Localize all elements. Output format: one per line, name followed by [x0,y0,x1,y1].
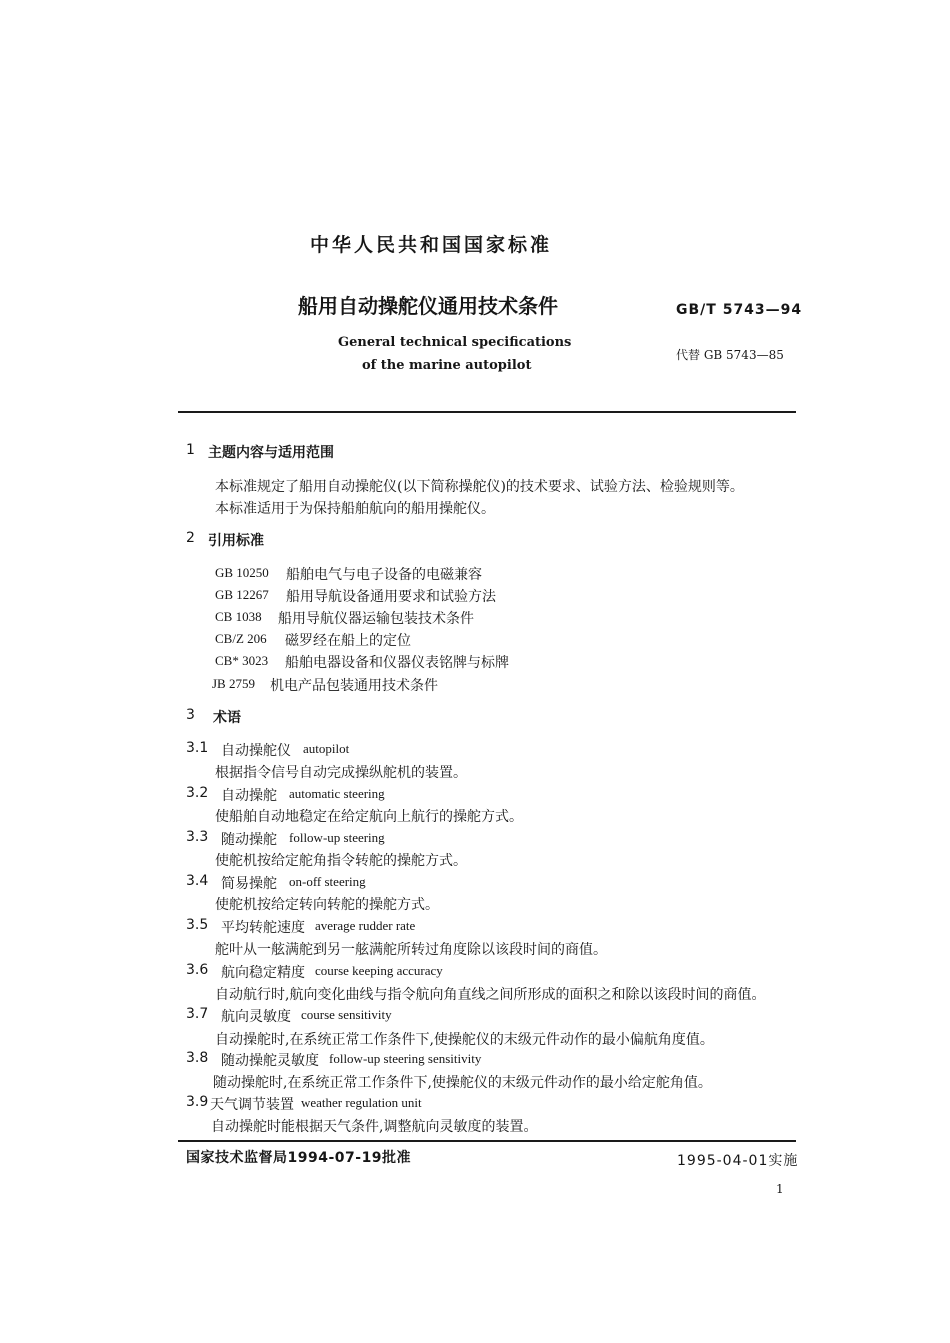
term-name-zh: 航向稳定精度 [221,965,305,981]
reference-code: JB 2759 [212,676,255,691]
term-name-en: course keeping accuracy [315,963,443,978]
term-name-en: course sensitivity [301,1007,392,1022]
national-standard-heading: 中华人民共和国国家标准 [310,234,553,256]
term-name-zh: 自动操舵仪 [221,743,291,759]
term-number: 3.6 [186,962,209,978]
term-name-zh: 自动操舵 [221,788,277,804]
reference-title: 机电产品包装通用技术条件 [270,678,438,694]
term-name-en: follow-up steering sensitivity [329,1051,482,1066]
term-name-en: on-off steering [289,874,366,889]
term-name-zh: 天气调节装置 [210,1097,294,1113]
term-definition: 自动航行时,航向变化曲线与指令航向角直线之间所形成的面积之和除以该段时间的商值。 [215,987,766,1003]
replaces-standard: 代替 GB 5743—85 [676,348,784,362]
term-name-zh: 随动操舵灵敏度 [221,1053,319,1069]
term-name-zh: 随动操舵 [221,832,277,848]
term-number: 3.7 [186,1006,209,1022]
term-number: 3.3 [186,829,209,845]
reference-title: 磁罗经在船上的定位 [285,633,411,649]
term-definition: 随动操舵时,在系统正常工作条件下,使操舵仪的末级元件动作的最小给定舵角值。 [213,1075,712,1091]
term-definition: 舵叶从一舷满舵到另一舷满舵所转过角度除以该段时间的商值。 [215,942,607,958]
section2-number: 2 [186,530,195,546]
term-number: 3.5 [186,917,209,933]
reference-title: 船舶电气与电子设备的电磁兼容 [286,567,482,583]
term-name-zh: 平均转舵速度 [221,920,305,936]
term-name-en: autopilot [303,741,350,756]
term-number: 3.8 [186,1050,209,1066]
term-name-en: weather regulation unit [301,1095,422,1110]
document-title-en-line2: of the marine autopilot [362,358,532,373]
section1-paragraph2: 本标准适用于为保持船舶航向的船用操舵仪。 [215,501,495,517]
term-number: 3.4 [186,873,209,889]
section1-paragraph1: 本标准规定了船用自动操舵仪(以下简称操舵仪)的技术要求、试验方法、检验规则等。 [215,479,744,495]
term-definition: 使舵机按给定舵角指令转舵的操舵方式。 [215,853,467,869]
term-definition: 根据指令信号自动完成操纵舵机的装置。 [215,765,467,781]
term-definition: 使舵机按给定转向转舵的操舵方式。 [215,897,439,913]
term-number: 3.2 [186,785,209,801]
section3-heading: 术语 [213,710,241,726]
implementation-date: 1995-04-01实施 [677,1153,799,1169]
section2-heading: 引用标准 [208,533,264,549]
term-name-zh: 航向灵敏度 [221,1009,291,1025]
term-definition: 自动操舵时能根据天气条件,调整航向灵敏度的装置。 [211,1119,538,1135]
standard-code: GB/T 5743—94 [676,302,803,318]
section3-number: 3 [186,707,195,723]
footer-divider [178,1140,796,1142]
document-title-en-line1: General technical specifications [338,335,572,350]
reference-code: CB/Z 206 [215,631,267,646]
reference-title: 船舶电器设备和仪器仪表铭牌与标牌 [285,655,509,671]
section1-heading: 主题内容与适用范围 [208,445,334,461]
term-definition: 使船舶自动地稳定在给定航向上航行的操舵方式。 [215,809,523,825]
approval-line: 国家技术监督局1994-07-19批准 [186,1150,412,1166]
term-name-en: automatic steering [289,786,385,801]
document-title-zh: 船用自动操舵仪通用技术条件 [298,294,558,318]
term-name-en: follow-up steering [289,830,385,845]
term-number: 3.9 [186,1094,209,1110]
term-number: 3.1 [186,740,209,756]
reference-title: 船用导航设备通用要求和试验方法 [286,589,496,605]
reference-code: CB 1038 [215,609,262,624]
term-definition: 自动操舵时,在系统正常工作条件下,使操舵仪的末级元件动作的最小偏航角度值。 [215,1032,714,1048]
term-name-zh: 简易操舵 [221,876,277,892]
reference-code: CB* 3023 [215,653,269,668]
term-name-en: average rudder rate [315,918,416,933]
page-number: 1 [776,1182,784,1196]
section1-number: 1 [186,442,195,458]
header-divider [178,411,796,413]
reference-code: GB 10250 [215,565,269,580]
reference-code: GB 12267 [215,587,269,602]
reference-title: 船用导航仪器运输包装技术条件 [278,611,474,627]
